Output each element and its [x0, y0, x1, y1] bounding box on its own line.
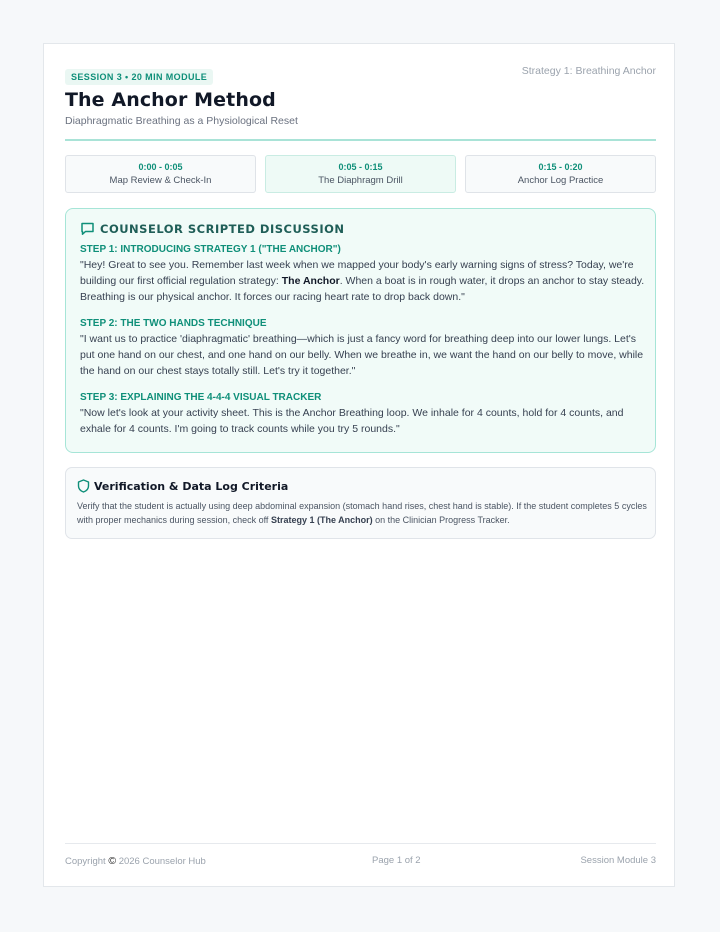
- verification-text-part: on the Clinician Progress Tracker.: [372, 515, 510, 525]
- timeline-segment-1: [65, 155, 256, 193]
- header-divider: [65, 139, 656, 141]
- timeline-label: Anchor Log Practice: [517, 175, 604, 186]
- footer-divider: [65, 843, 656, 844]
- footer-copyright: [65, 855, 206, 867]
- strategy-name-emphasis: The Anchor: [281, 275, 340, 287]
- verification-panel: [65, 467, 656, 539]
- timeline-label: The Diaphragm Drill: [318, 175, 403, 186]
- verification-header: [77, 479, 288, 493]
- timeline-time: 0:15 - 0:20: [538, 162, 583, 172]
- timeline-label: Map Review & Check-In: [109, 175, 212, 186]
- timeline-time: 0:05 - 0:15: [338, 162, 383, 172]
- verification-title: Verification & Data Log Criteria: [94, 479, 289, 493]
- script-step-3: [80, 392, 645, 437]
- step-text-part: "Hey! Great to see you. Remember last week when we mapped your body's early warning signs of stress? Today, we're building our first official regulation strategy:: [80, 259, 634, 287]
- document-page: [43, 43, 675, 887]
- page-title: The Anchor Method: [65, 89, 276, 111]
- discussion-header: [80, 221, 345, 236]
- verification-text-part: Verify that the student is actually using deep abdominal expansion (stomach hand rises, chest hand is stable). If the student completes 5 cycles with proper mechanics during session, check off: [77, 501, 647, 525]
- shield-icon: [77, 479, 90, 493]
- scripted-discussion-panel: [65, 208, 656, 453]
- copyright-icon: ©: [108, 855, 117, 867]
- step-text: "I want us to practice 'diaphragmatic' breathing—which is just a fancy word for breathing deep into our lower lungs. Let's put one hand on our chest, and one hand on our belly. When we breathe in, we want the hand on our belly to move, while the hand on our chest stays totally still. Let's try it together.": [80, 333, 644, 377]
- step-text: [80, 257, 645, 305]
- timeline-time: 0:00 - 0:05: [138, 162, 183, 172]
- strategy-tag: Strategy 1: Breathing Anchor: [521, 65, 656, 77]
- copyright-label: Copyright: [65, 856, 106, 867]
- session-timeline: [65, 155, 656, 194]
- footer-module: Session Module 3: [580, 855, 656, 866]
- timeline-segment-3: [465, 155, 656, 193]
- step-text: "Now let's look at your activity sheet. This is the Anchor Breathing loop. We inhale for 4 counts, hold for 4 counts, and exhale for 4 counts. I'm going to track counts while you try 5 rounds.": [80, 407, 624, 435]
- timeline-segment-2: [265, 155, 456, 193]
- step-text-part: . When a boat is in rough water, it drops an anchor to stay steady. Breathing is our physical anchor. It forces our racing heart rate to drop back down.": [80, 275, 645, 303]
- discussion-title: COUNSELOR SCRIPTED DISCUSSION: [100, 221, 345, 236]
- copyright-holder: 2026 Counselor Hub: [118, 856, 206, 867]
- verification-text: [77, 499, 647, 527]
- script-step-2: [80, 318, 645, 379]
- footer-page-number: Page 1 of 2: [372, 855, 421, 866]
- step-title: STEP 2: THE TWO HANDS TECHNIQUE: [80, 318, 267, 329]
- page-subtitle: Diaphragmatic Breathing as a Physiological Reset: [65, 115, 298, 127]
- chat-bubble-icon: [80, 221, 95, 236]
- step-title: STEP 1: INTRODUCING STRATEGY 1 ("THE ANCHOR"): [80, 244, 341, 255]
- step-title: STEP 3: EXPLAINING THE 4-4-4 VISUAL TRACKER: [80, 392, 322, 403]
- strategy-reference: Strategy 1 (The Anchor): [270, 515, 373, 525]
- session-badge: SESSION 3 • 20 MIN MODULE: [65, 69, 213, 85]
- script-step-1: [80, 244, 645, 305]
